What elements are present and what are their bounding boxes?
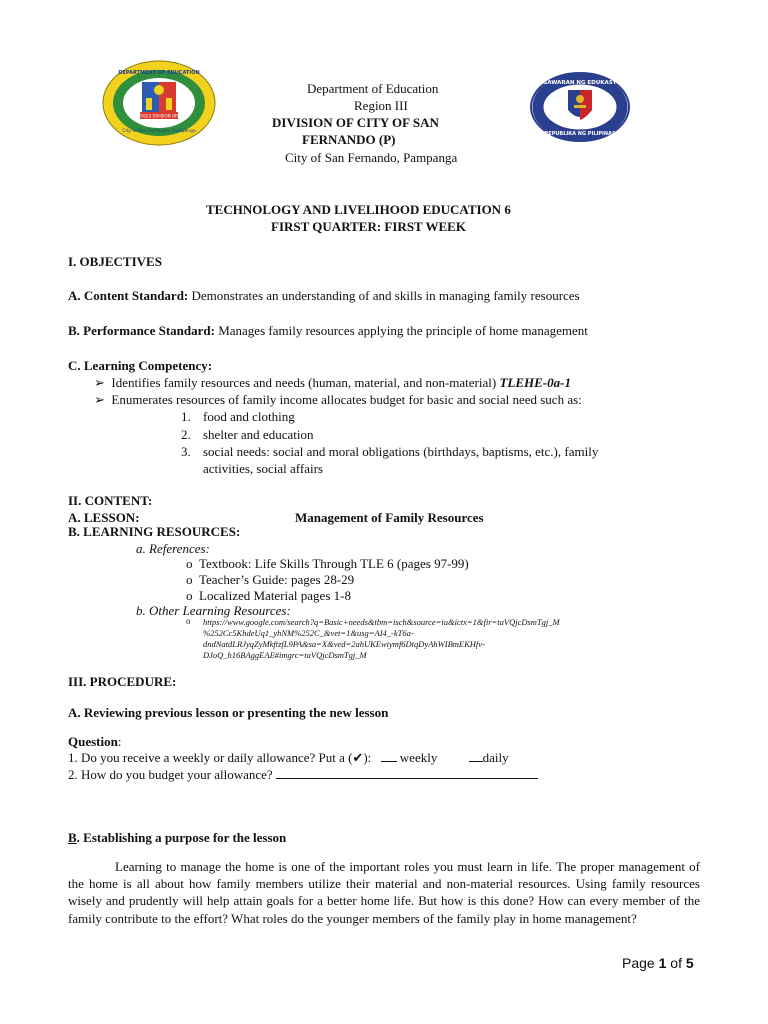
question-1 [68,749,509,766]
svg-text:DEPARTMENT OF EDUCATION: DEPARTMENT OF EDUCATION [118,70,200,76]
item-text: food and clothing [203,409,295,424]
current-page: 1 [658,955,667,971]
question-2 [68,766,538,783]
item-number: 3. [181,444,191,459]
lesson-title: Management of Family Resources [295,510,484,525]
numbered-item [181,408,295,425]
other-resources-label: b. Other Learning Resources: [136,603,291,618]
weekly-label: weekly [399,750,438,765]
page-word: Page [622,955,659,971]
circle-bullet-icon: o [186,616,191,626]
daily-label: daily [482,750,509,765]
section-b-heading [68,829,286,846]
item-number: 2. [181,427,191,442]
section-b-text: . Establishing a purpose for the lesson [76,830,287,845]
left-seal [102,60,216,146]
content-standard-text: Demonstrates an understanding of and skills in managing family resources [188,288,580,303]
performance-standard-label: B. Performance Standard: [68,323,215,338]
daily-blank[interactable] [469,761,483,762]
competency-item [94,374,571,391]
subject-title: TECHNOLOGY AND LIVELIHOOD EDUCATION 6 [206,202,511,217]
reference-item [186,571,354,588]
item-text: shelter and education [203,427,314,442]
header-line-department: Department of Education [307,81,439,96]
circle-bullet-icon: o [186,572,193,587]
section-a-heading: A. Reviewing previous lesson or presenting the new lesson [68,705,389,720]
arrow-bullet-icon: ➢ [94,375,105,390]
url-line: dndNatdLRJyqZyMkftzfL9PA&sa=X&ved=2ahUKEwiymf6DtqDyAhWIBmEKHfv- [203,639,485,649]
svg-text:KAGAWARAN NG EDUKASYON: KAGAWARAN NG EDUKASYON [534,80,626,86]
item-text: social needs: social and moral obligations (birthdays, baptisms, etc.), family [203,444,599,459]
numbered-item [181,443,598,460]
performance-standard [68,322,588,339]
url-line: https://www.google.com/search?q=Basic+needs&tbm=isch&source=iu&ictx=1&fir=taVQjcDsmTgj_M [203,617,560,627]
budget-answer-blank[interactable] [276,778,538,779]
svg-text:REPUBLIKA NG PILIPINAS: REPUBLIKA NG PILIPINAS [544,131,616,137]
learning-competency-label: C. Learning Competency: [68,358,213,373]
header-line-fernando: FERNANDO (P) [302,132,396,147]
competency-text: Enumerates resources of family income allocates budget for basic and social need such as: [111,392,582,407]
url-line: DJoQ_h16BAggEAE#imgrc=taVQjcDsmTgj_M [203,650,367,660]
content-heading: II. CONTENT: [68,493,153,508]
question-1-text: 1. Do you receive a weekly or daily allowance? Put a (✔): [68,750,372,765]
numbered-item [181,426,313,443]
weekly-blank[interactable] [381,761,397,762]
total-pages: 5 [685,955,694,971]
competency-text: Identifies family resources and needs (human, material, and non-material) [111,375,500,390]
competency-code: TLEHE-0a-1 [499,375,571,390]
circle-bullet-icon: o [186,588,193,603]
performance-standard-text: Manages family resources applying the principle of home management [214,323,588,338]
quarter-title: FIRST QUARTER: FIRST WEEK [271,219,466,234]
of-word: of [666,955,686,971]
lesson-label: A. LESSON: [68,510,140,525]
reference-text: Textbook: Life Skills Through TLE 6 (pages 97-99) [199,556,469,571]
item-number: 1. [181,409,191,424]
question-label-text: Question [68,734,118,749]
objectives-heading: I. OBJECTIVES [68,254,162,269]
header-line-region: Region III [354,98,408,113]
circle-bullet-icon: o [186,556,193,571]
content-standard-label: A. Content Standard: [68,288,189,303]
header-line-division: DIVISION OF CITY OF SAN [272,115,439,130]
arrow-bullet-icon: ➢ [94,392,105,407]
purpose-paragraph: Learning to manage the home is one of the important roles you must learn in life. The proper management of the home is all about how family members utilize their material and non-material resources. Using family resources wisely and prudently will help attain goals for a better home life. But how is this done? How can every member of the family contribute to the effort? What roles do the younger members of the family play in home management? [68,859,700,926]
header-line-city: City of San Fernando, Pampanga [285,150,458,165]
competency-item [94,391,582,408]
learning-resources-label: B. LEARNING RESOURCES: [68,524,241,539]
question-label: Question: [68,734,122,749]
references-label: a. References: [136,541,210,556]
content-standard [68,287,580,304]
svg-text:City of San Fernando, Pampanga: City of San Fernando, Pampanga [122,129,196,134]
svg-text:SCHOOLS DIVISION OFFICE: SCHOOLS DIVISION OFFICE [131,113,187,119]
url-line: %252Cc5KhdeUq1_yhNM%252C_&vet=1&usg=AI4_-kT6a- [203,628,414,638]
question-2-text: 2. How do you budget your allowance? [68,767,273,782]
numbered-item-continuation: activities, social affairs [203,461,323,476]
reference-text: Localized Material pages 1-8 [199,588,351,603]
procedure-heading: III. PROCEDURE: [68,674,177,689]
section-b-letter: B [68,830,77,845]
reference-text: Teacher’s Guide: pages 28-29 [199,572,355,587]
right-seal [530,72,630,142]
resource-url[interactable] [203,617,643,661]
page-number [622,954,694,972]
reference-item [186,555,469,572]
